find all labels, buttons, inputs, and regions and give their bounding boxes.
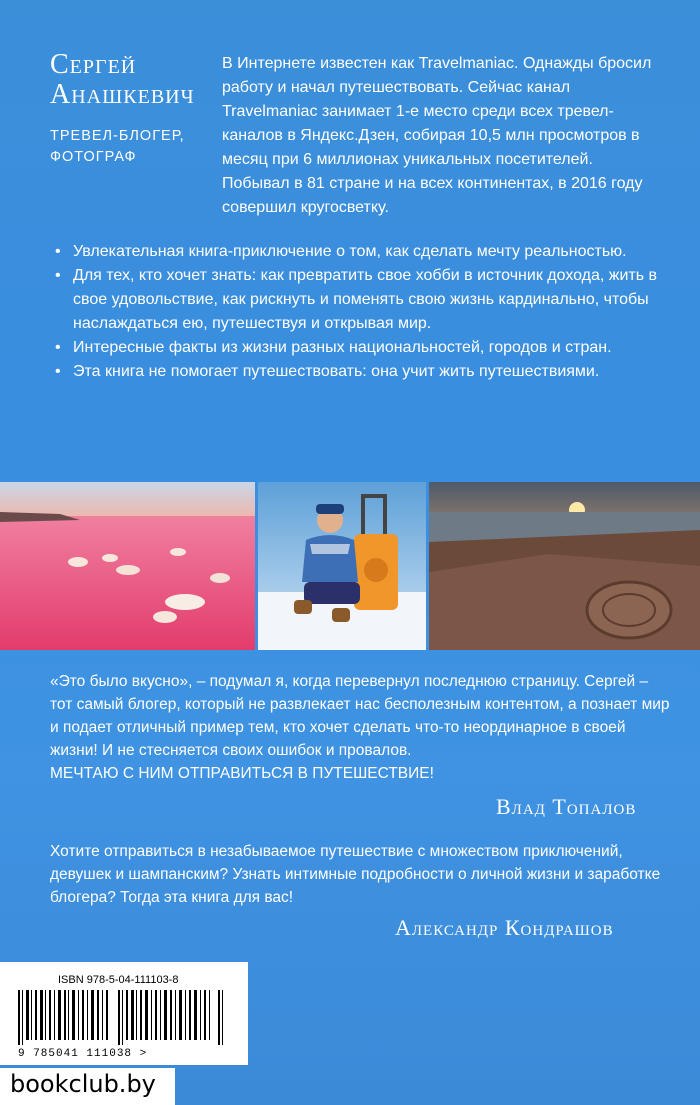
feature-list <box>55 240 665 384</box>
list-item-text: Эта книга не помогает путешествовать: она учит жить путешествиями. <box>73 363 600 380</box>
author-role-line: ТРЕВЕЛ-БЛОГЕР, <box>50 128 185 144</box>
author-first-name: Сергей <box>50 49 137 80</box>
author-bio: В Интернете известен как Travelmaniac. Однажды бросил работу и начал путешествовать. Сейчас канал Travelmaniac занимает 1-е место среди всех тревел-каналов в Яндекс.Дзен, собирая 10,5 млн просмотров в месяц при 6 миллионах уникальных посетителей. Побывал в 81 стране и на всех континентах, в 2016 году совершил кругосветку. <box>222 55 652 216</box>
author-name <box>50 50 195 110</box>
site-url: bookclub.by <box>10 1070 156 1098</box>
isbn-text: ISBN 978-5-04-111103-8 <box>58 974 179 986</box>
review-author: Влад Топалов <box>496 794 637 819</box>
traveler-photo <box>258 482 426 650</box>
barcode-digits: 9 785041 111038 > <box>18 1048 148 1060</box>
review-text: Хотите отправиться в незабываемое путешествие с множеством приключений, девушек и шампанским? Узнать интимные подробности о личной жизни и заработке блогера? Тогда эта книга для вас! <box>50 843 661 906</box>
review-quote-kondrashov <box>50 840 670 909</box>
barcode-icon <box>18 990 228 1045</box>
pink-lake-photo <box>0 482 255 650</box>
photo-strip <box>0 482 700 650</box>
author-last-name: Анашкевич <box>50 79 195 110</box>
sunset-coast-photo <box>429 482 700 650</box>
author-role <box>50 126 185 168</box>
review-highlight: МЕЧТАЮ С НИМ ОТПРАВИТЬСЯ В ПУТЕШЕСТВИЕ! <box>50 765 434 782</box>
list-item-text: Для тех, кто хочет знать: как превратить свое хобби в источник дохода, жить в свое удовольствие, как рискнуть и поменять свою жизнь кардинально, чтобы наслаждаться ею, путешествуя и открывая мир. <box>73 267 658 332</box>
list-item-text: Увлекательная книга-приключение о том, как сделать мечту реальностью. <box>73 243 627 260</box>
review-author: Александр Кондрашов <box>395 915 614 940</box>
review-text: «Это было вкусно», – подумал я, когда перевернул последнюю страницу. Сергей – тот самый блогер, который не развлекает нас бесполезным контентом, а познает мир и подает отличный пример тем, кто хочет сделать что-то неординарное в своей жизни! И не стесняется своих ошибок и провалов. <box>50 673 670 759</box>
list-item: • Увлекательная книга-приключение о том, как сделать мечту реальностью. <box>55 240 665 264</box>
list-item: • Для тех, кто хочет знать: как превратить свое хобби в источник дохода, жить в свое удовольствие, как рискнуть и поменять свою жизнь кардинально, чтобы наслаждаться ею, путешествуя и открывая мир. <box>55 264 665 336</box>
author-role-line: ФОТОГРАФ <box>50 149 137 165</box>
site-banner <box>0 1068 175 1105</box>
list-item-text: Интересные факты из жизни разных национальностей, городов и стран. <box>73 339 612 356</box>
list-item: • Интересные факты из жизни разных национальностей, городов и стран. <box>55 336 665 360</box>
review-quote-topalov <box>50 670 670 785</box>
list-item: • Эта книга не помогает путешествовать: она учит жить путешествиями. <box>55 360 665 384</box>
